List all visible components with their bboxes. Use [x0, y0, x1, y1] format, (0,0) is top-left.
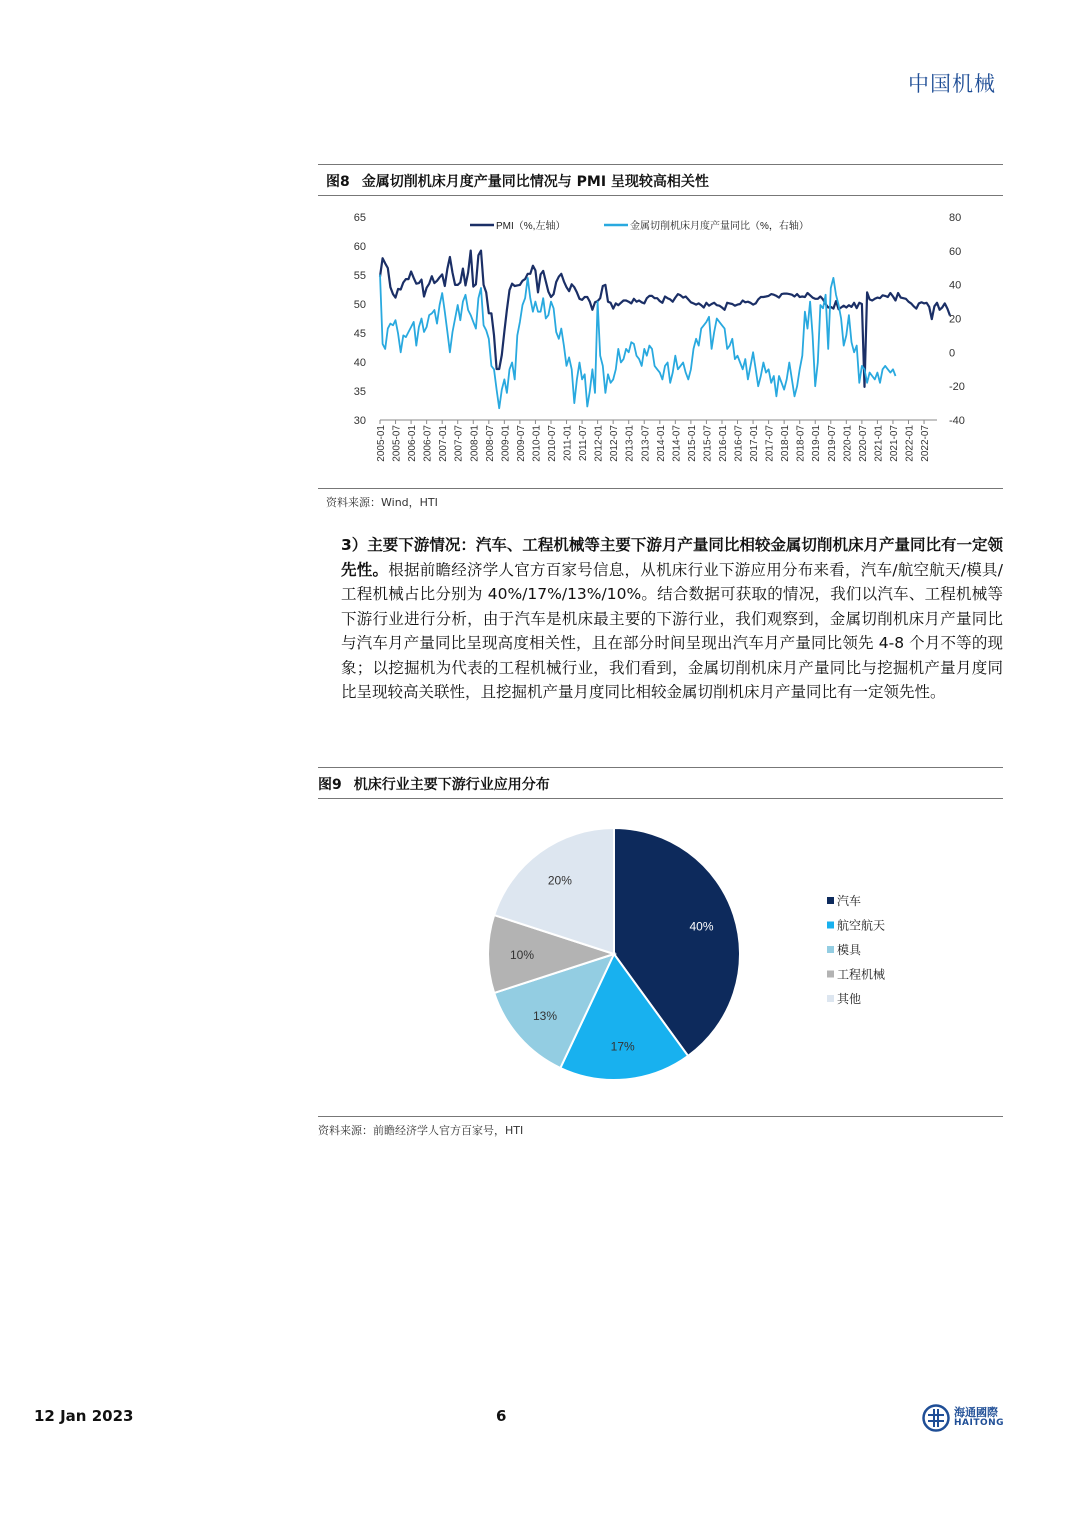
y-right-tick-label: -20	[949, 381, 965, 394]
x-tick-label: 2010-01	[531, 425, 543, 462]
y-left-tick-label: 60	[353, 241, 366, 253]
figure8-label: 图8	[326, 174, 350, 190]
x-tick-label: 2012-07	[609, 425, 621, 462]
chart1-lines	[380, 251, 950, 409]
legend-swatch	[827, 897, 834, 904]
y-right-tick-label: -40	[949, 415, 965, 427]
x-tick-label: 2021-01	[873, 425, 885, 462]
paragraph-body: 根据前瞻经济学人官方百家号信息，从机床行业下游应用分布来看，汽车/航空航天/模具/工程机械占比分别为 40%/17%/13%/10%。结合数据可获取的情况，我们以汽车、工程机械等下游行业进行分析，由于汽车是机床最主要的下游行业，我们观察到，金属切削机床月产量同比与汽车月产量同比呈现高度相关性，且在部分时间呈现出汽车月产量同比领先 4-8 个月不等的现象；以挖掘机为代表的工程机械行业，我们看到，金属切削机床月产量同比与挖掘机产量月度同比呈现较高关联性，且挖掘机产量月度同比相较金属切削机床月产量同比有一定领先性。	[341, 560, 1003, 701]
y-left-tick-label: 50	[353, 299, 366, 311]
figure9-label: 图9	[318, 777, 342, 793]
haitong-logo	[922, 1402, 1012, 1434]
legend-label: 工程机械	[837, 967, 886, 982]
x-tick-label: 2006-07	[422, 425, 434, 462]
x-tick-label: 2021-07	[888, 425, 900, 462]
x-tick-label: 2011-01	[562, 425, 574, 461]
legend-label: 汽车	[837, 894, 862, 908]
haitong-logo-icon	[922, 1404, 950, 1432]
x-tick-label: 2017-07	[764, 425, 776, 462]
x-tick-label: 2019-01	[811, 424, 823, 462]
x-tick-label: 2009-07	[515, 425, 527, 462]
legend-swatch	[827, 995, 834, 1002]
paragraph-lead: 3）主要下游情况：汽车、工程机械等主要下游月产量同比相较金属切削机床月产量同比有一定领先性。	[341, 536, 1003, 579]
chart1-axes	[380, 420, 937, 424]
figure8-top-rule	[318, 164, 1003, 165]
legend-label: 其他	[837, 992, 862, 1006]
x-tick-label: 2007-07	[453, 425, 465, 462]
logo-en-text: HAITONG	[954, 1418, 1005, 1428]
y-right-tick-label: 0	[949, 347, 956, 360]
figure9-title-text: 机床行业主要下游行业应用分布	[353, 777, 550, 793]
x-tick-label: 2012-01	[593, 425, 605, 462]
x-tick-label: 2013-07	[640, 425, 652, 462]
legend-label: 金属切削机床月度产量同比（%，右轴）	[630, 221, 809, 232]
x-tick-label: 2014-07	[671, 425, 683, 462]
yoy-series-line	[380, 275, 896, 409]
x-tick-label: 2009-01	[500, 425, 512, 462]
pie-value-label: 17%	[610, 1039, 635, 1054]
pie-value-label: 13%	[532, 1008, 558, 1023]
y-right-tick-label: 80	[949, 212, 962, 224]
figure8-title-rule	[318, 195, 1003, 196]
legend-label: PMI（%,左轴）	[496, 221, 566, 232]
x-tick-label: 2020-01	[842, 424, 854, 462]
figure8-title	[326, 171, 709, 191]
pmi-yoy-line-chart	[340, 200, 980, 478]
logo-cn-text: 海通國際	[954, 1406, 998, 1419]
x-tick-label: 2018-01	[780, 425, 792, 462]
pie-legend	[827, 894, 885, 1006]
x-tick-label: 2007-01	[438, 425, 450, 462]
x-tick-label: 2010-07	[546, 425, 558, 462]
chart1-labels	[354, 212, 965, 462]
y-left-tick-label: 40	[353, 357, 366, 369]
figure9-title	[318, 774, 550, 794]
x-tick-label: 2016-07	[733, 425, 745, 462]
chart1-legend	[470, 219, 809, 232]
x-tick-label: 2022-07	[920, 425, 932, 462]
legend-label: 模具	[837, 943, 862, 957]
x-tick-label: 2014-01	[655, 425, 667, 462]
x-tick-label: 2018-07	[795, 425, 807, 462]
y-left-tick-label: 30	[353, 415, 366, 427]
x-tick-label: 2019-07	[826, 424, 838, 462]
legend-swatch	[827, 971, 834, 978]
figure9-top-rule	[318, 767, 1003, 768]
x-tick-label: 2015-01	[686, 425, 698, 462]
y-left-tick-label: 55	[353, 270, 366, 282]
footer-page-number: 6	[496, 1407, 507, 1425]
figure8-title-text: 金属切削机床月度产量同比情况与 PMI 呈现较高相关性	[361, 174, 709, 190]
body-paragraph	[341, 533, 1003, 705]
x-tick-label: 2011-07	[578, 425, 590, 461]
x-tick-label: 2020-07	[857, 425, 869, 462]
x-tick-label: 2015-07	[702, 425, 714, 462]
x-tick-label: 2017-01	[749, 425, 761, 462]
x-tick-label: 2006-01	[407, 425, 419, 462]
downstream-pie-chart	[470, 815, 930, 1095]
figure8-bottom-rule	[318, 488, 1003, 489]
legend-label: 航空航天	[837, 918, 886, 933]
pie-value-label: 40%	[689, 919, 714, 934]
x-tick-label: 2013-01	[624, 425, 636, 462]
y-right-tick-label: 60	[949, 245, 962, 258]
x-tick-label: 2005-07	[391, 425, 403, 462]
figure8-source: 资料来源：Wind，HTI	[326, 496, 438, 509]
x-tick-label: 2005-01	[376, 425, 387, 462]
figure9-source: 资料来源：前瞻经济学人官方百家号，HTI	[318, 1124, 524, 1137]
y-right-tick-label: 20	[949, 313, 962, 326]
y-right-tick-label: 40	[949, 279, 962, 292]
y-left-tick-label: 65	[353, 212, 366, 224]
pie-value-label: 20%	[547, 873, 572, 888]
legend-swatch	[827, 946, 834, 953]
footer-date: 12 Jan 2023	[34, 1407, 134, 1425]
y-left-tick-label: 45	[353, 328, 366, 340]
header-title: 中国机械	[908, 72, 996, 96]
x-tick-label: 2008-01	[469, 425, 481, 462]
x-tick-label: 2022-01	[904, 425, 916, 462]
x-tick-label: 2008-07	[484, 425, 496, 462]
x-tick-label: 2016-01	[717, 425, 729, 462]
y-left-tick-label: 35	[353, 386, 366, 398]
pie-value-label: 10%	[509, 948, 535, 962]
legend-swatch	[827, 922, 834, 929]
figure9-bottom-rule	[318, 1116, 1003, 1117]
figure9-title-rule	[318, 798, 1003, 799]
